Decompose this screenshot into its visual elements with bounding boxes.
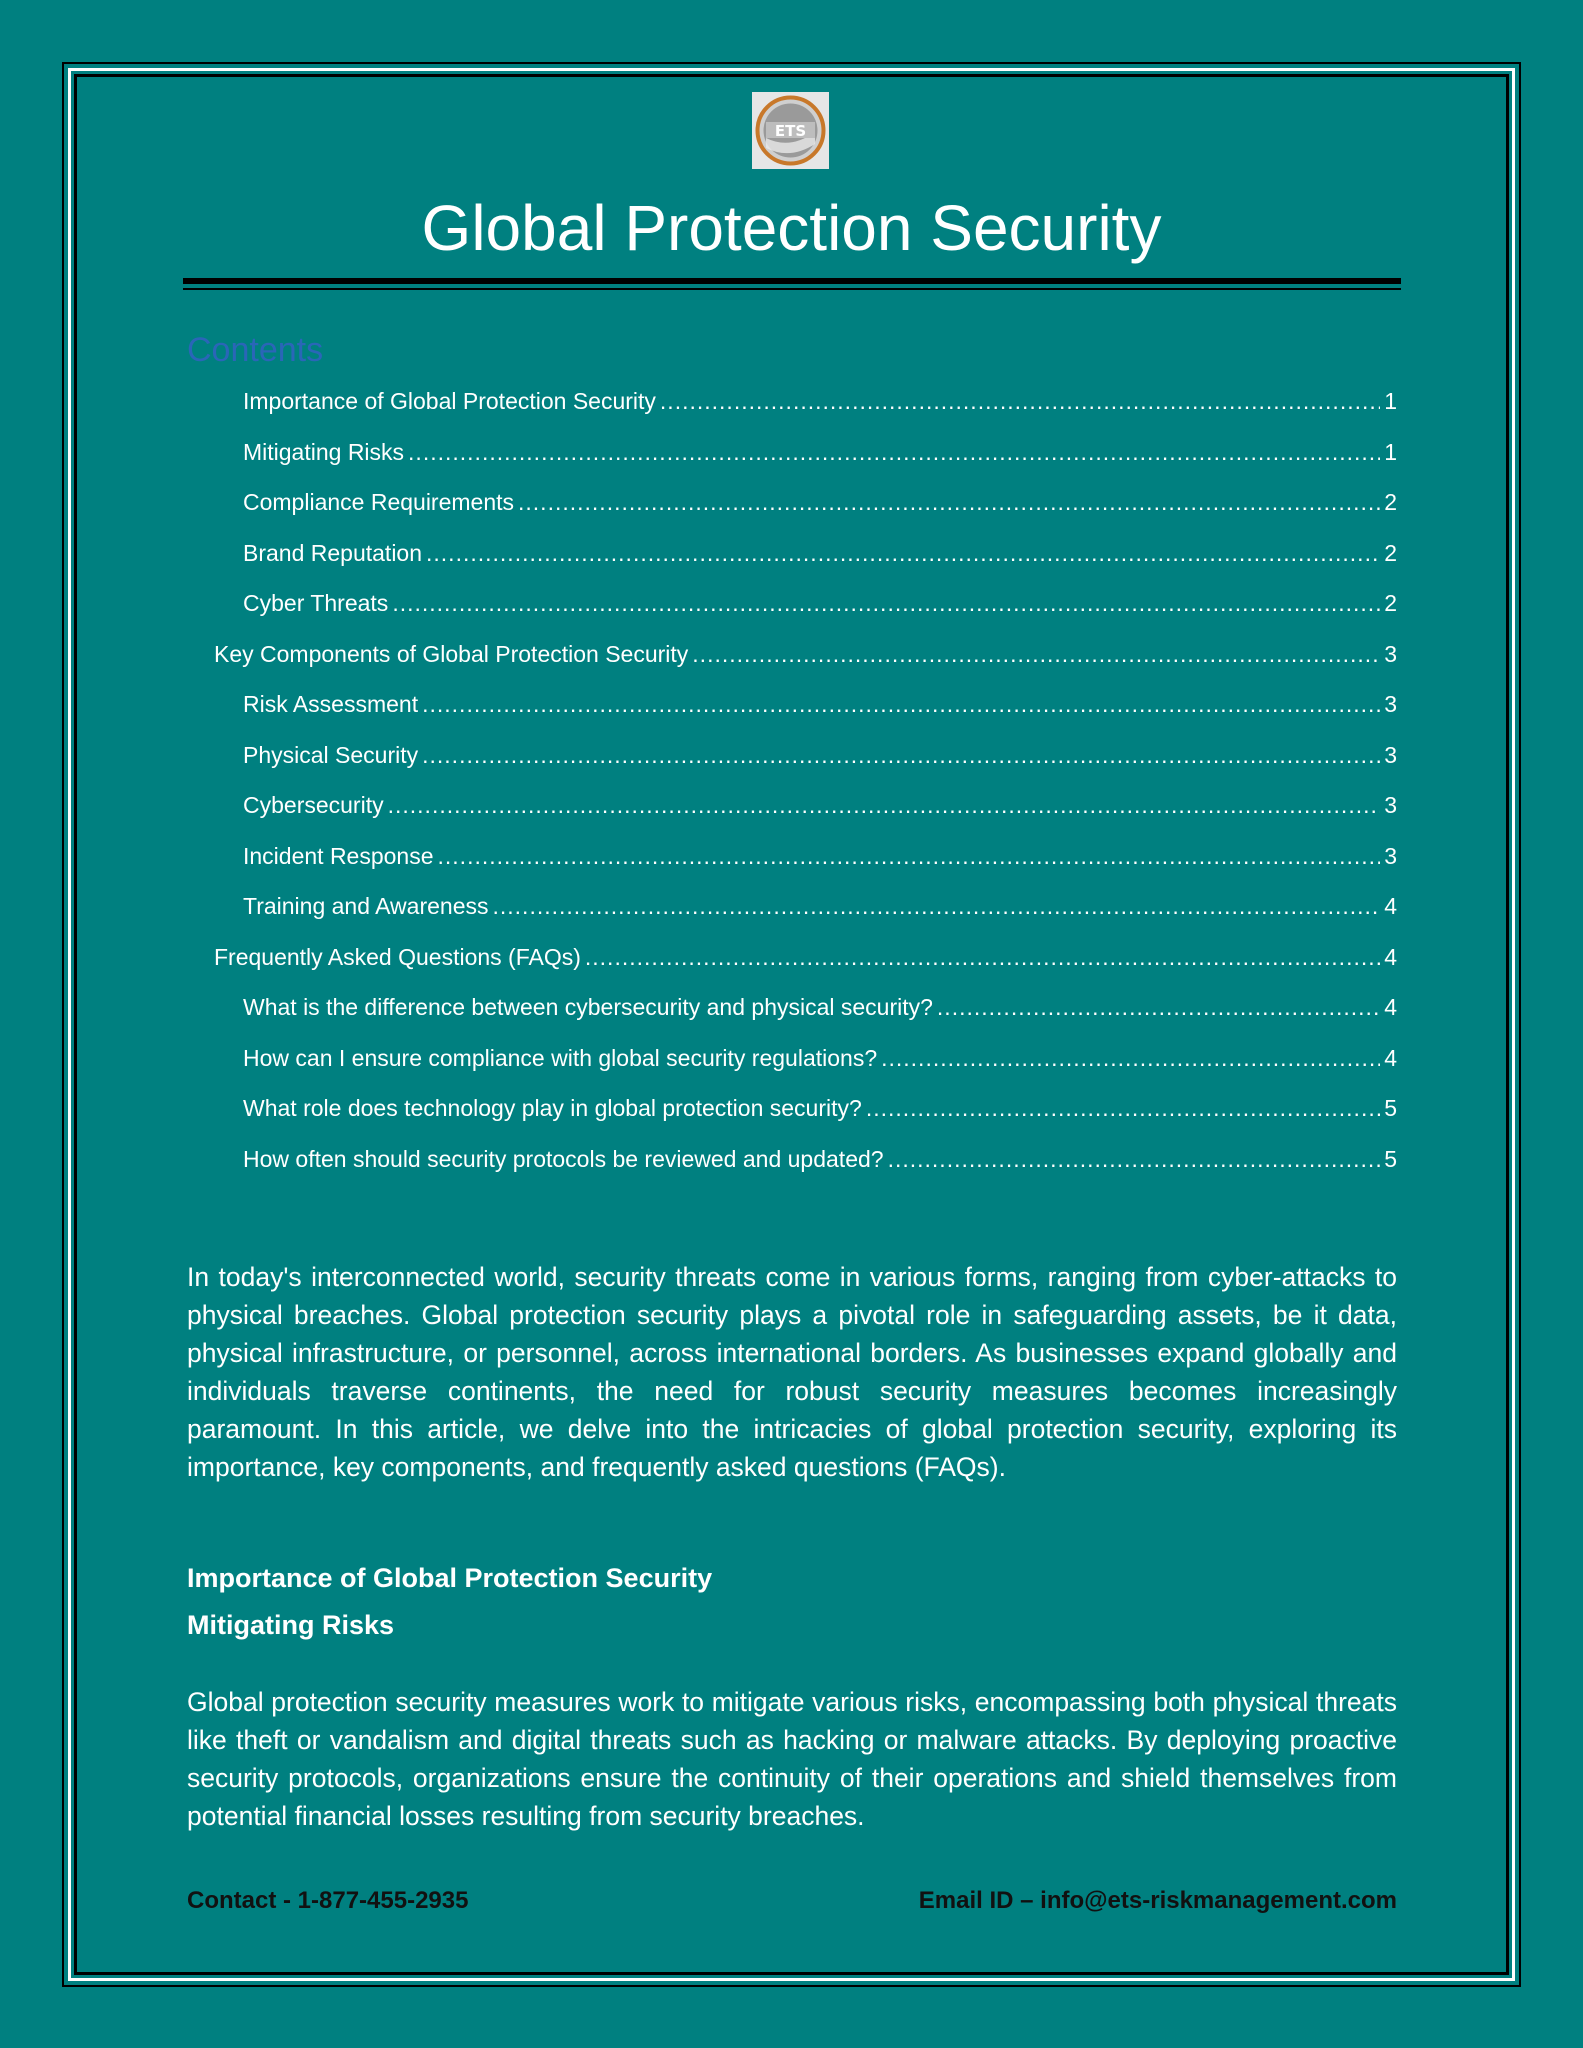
toc-entry-label: Brand Reputation (243, 539, 423, 566)
toc-entry[interactable] (214, 629, 1397, 679)
toc-leader-dots (518, 489, 1380, 516)
toc-entry-page: 4 (1384, 1044, 1397, 1071)
toc-entry-label: Training and Awareness (243, 892, 489, 919)
intro-paragraph: In today's interconnected world, security threats come in various forms, ranging from cyber-attacks to physical breaches. Global protection security plays a pivotal role in safeguarding assets, be it data, physical infrastructure, or personnel, across international borders. As businesses expand globally and individuals traverse continents, the need for robust security measures becomes increasingly paramount. In this article, we delve into the intricacies of global protection security, exploring its importance, key components, and frequently asked questions (FAQs). (187, 1262, 1397, 1482)
toc-entry-page: 3 (1384, 842, 1397, 869)
toc-entry-label: Frequently Asked Questions (FAQs) (214, 943, 581, 970)
toc-entry[interactable] (243, 1134, 1397, 1184)
toc-heading: Contents (187, 331, 324, 369)
toc-entry-label: Key Components of Global Protection Security (214, 640, 689, 667)
toc-entry[interactable] (243, 427, 1397, 477)
toc-entry-label: Cybersecurity (243, 791, 384, 818)
toc-entry[interactable] (243, 376, 1397, 426)
toc-entry-page: 5 (1384, 1145, 1397, 1172)
title-rule-thick (183, 278, 1401, 284)
toc-entry-page: 2 (1384, 589, 1397, 616)
toc-entry[interactable] (243, 1033, 1397, 1083)
toc-entry-page: 3 (1384, 741, 1397, 768)
toc-entry-page: 3 (1384, 791, 1397, 818)
toc-entry-label: What is the difference between cybersecurity and physical security? (243, 993, 933, 1020)
toc-entry[interactable] (214, 932, 1397, 982)
toc-leader-dots (422, 742, 1380, 769)
toc-entry-page: 2 (1384, 539, 1397, 566)
mitigating-risks-paragraph: Global protection security measures work to mitigate various risks, encompassing both physical threats like theft or vandalism and digital threats such as hacking or malware attacks. By deploying proactive security protocols, organizations ensure the continuity of their operations and shield themselves from potential financial losses resulting from security breaches. (187, 1687, 1397, 1831)
toc-entry-label: Mitigating Risks (243, 438, 405, 465)
toc-entry-page: 4 (1384, 993, 1397, 1020)
toc-entry-page: 1 (1384, 387, 1397, 414)
toc-entry-page: 4 (1384, 892, 1397, 919)
toc-leader-dots (585, 944, 1380, 971)
toc-entry[interactable] (243, 730, 1397, 780)
toc-entry-label: How often should security protocols be reviewed and updated? (243, 1145, 884, 1172)
ets-logo-icon (752, 92, 829, 169)
toc-entry-label: Physical Security (243, 741, 419, 768)
toc-leader-dots (408, 439, 1380, 466)
toc-leader-dots (866, 1095, 1380, 1122)
toc-entry[interactable] (243, 780, 1397, 830)
toc-entry-label: Cyber Threats (243, 589, 389, 616)
toc-entry[interactable] (243, 477, 1397, 527)
toc-entry-label: Incident Response (243, 842, 434, 869)
heading-importance: Importance of Global Protection Security (187, 1563, 713, 1593)
toc-entry-label: Compliance Requirements (243, 488, 515, 515)
toc-entry-page: 4 (1384, 943, 1397, 970)
toc-leader-dots (692, 641, 1380, 668)
toc-entry-page: 5 (1384, 1094, 1397, 1121)
toc-entry[interactable] (243, 881, 1397, 931)
toc-entry-page: 3 (1384, 690, 1397, 717)
toc-entry-label: Risk Assessment (243, 690, 419, 717)
toc-entry[interactable] (243, 578, 1397, 628)
toc-leader-dots (660, 388, 1380, 415)
document-title: Global Protection Security (421, 192, 1162, 264)
toc-leader-dots (388, 792, 1381, 819)
toc-leader-dots (422, 691, 1380, 718)
toc-entry-label: What role does technology play in global protection security? (243, 1094, 862, 1121)
toc-entry-page: 1 (1384, 438, 1397, 465)
toc-entry[interactable] (243, 831, 1397, 881)
title-rule-thin (183, 288, 1401, 290)
ets-logo (752, 92, 829, 169)
toc-leader-dots (426, 540, 1380, 567)
toc-leader-dots (888, 1146, 1381, 1173)
toc-leader-dots (392, 590, 1380, 617)
footer-email: Email ID – info@ets-riskmanagement.com (918, 1887, 1397, 1914)
toc-entry[interactable] (243, 982, 1397, 1032)
toc-leader-dots (937, 994, 1380, 1021)
toc-leader-dots (438, 843, 1381, 870)
toc-entry-page: 2 (1384, 488, 1397, 515)
toc-entry[interactable] (243, 1083, 1397, 1133)
heading-mitigating-risks: Mitigating Risks (187, 1610, 395, 1640)
toc-entry[interactable] (243, 528, 1397, 578)
footer-contact: Contact - 1-877-455-2935 (187, 1887, 469, 1914)
toc-entry-label: Importance of Global Protection Security (243, 387, 656, 414)
toc-entry-page: 3 (1384, 640, 1397, 667)
svg-text:ETS: ETS (774, 122, 807, 140)
toc-entry[interactable] (243, 679, 1397, 729)
toc-entry-label: How can I ensure compliance with global security regulations? (243, 1044, 878, 1071)
toc-leader-dots (881, 1045, 1380, 1072)
toc-leader-dots (493, 893, 1381, 920)
